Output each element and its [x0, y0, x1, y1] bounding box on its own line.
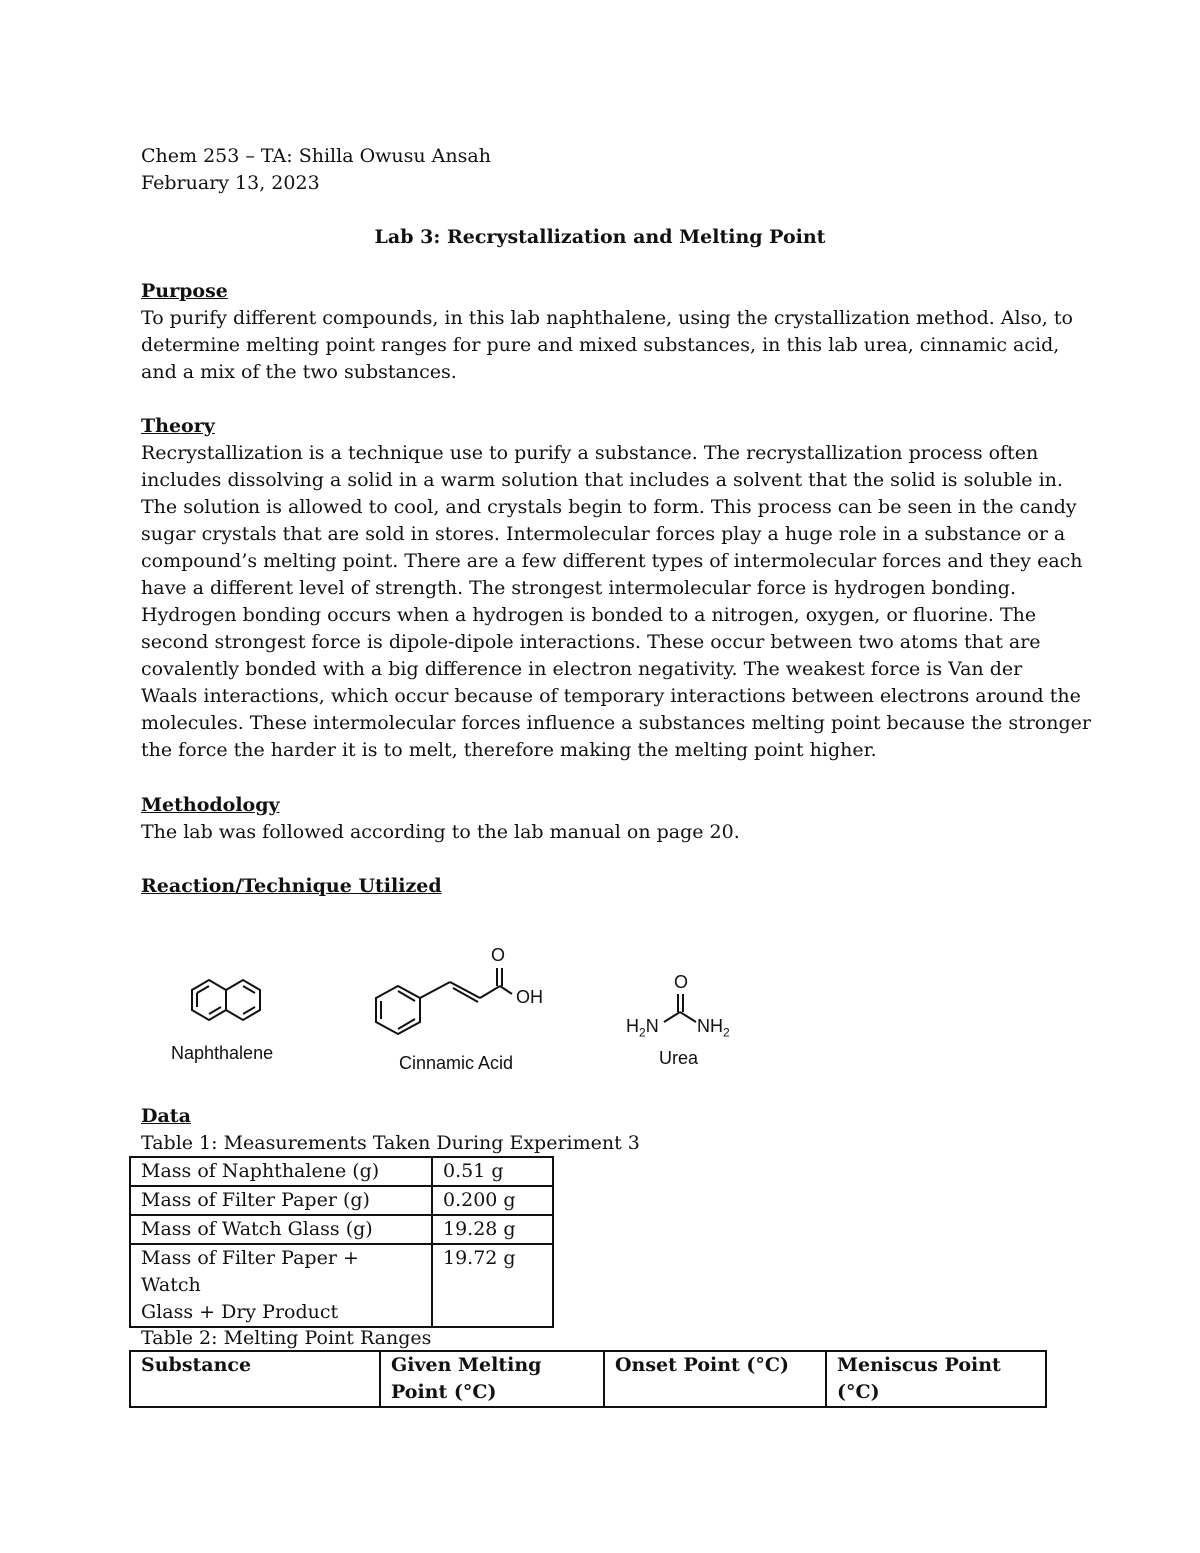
table-header-row	[130, 1351, 1046, 1407]
cinnamic-oxygen-label: O	[491, 945, 506, 965]
table-header-cell: Given Melting Point (°C)	[380, 1351, 604, 1407]
theory-line: includes dissolving a solid in a warm solution that includes a solvent that the solid is soluble in.	[141, 469, 1063, 491]
cinnamic-hydroxyl-label: OH	[516, 987, 543, 1007]
theory-line: sugar crystals that are sold in stores. Intermolecular forces play a huge role in a substance or a	[141, 523, 1066, 545]
table-header-cell: Substance	[130, 1351, 380, 1407]
naphthalene-structure	[160, 960, 300, 1040]
theory-line: molecules. These intermolecular forces influence a substances melting point because the stronger	[141, 712, 1091, 734]
theory-line: Hydrogen bonding occurs when a hydrogen is bonded to a nitrogen, oxygen, or fluorine. The	[141, 604, 1037, 626]
theory-line: compound’s melting point. There are a few different types of intermolecular forces and they each	[141, 550, 1083, 572]
purpose-line: determine melting point ranges for pure and mixed substances, in this lab urea, cinnamic acid,	[141, 334, 1060, 356]
reaction-heading: Reaction/Technique Utilized	[141, 875, 442, 897]
table-cell: Mass of Filter Paper (g)	[130, 1186, 432, 1215]
table1-caption: Table 1: Measurements Taken During Experiment 3	[141, 1132, 640, 1154]
theory-line: the force the harder it is to melt, therefore making the melting point higher.	[141, 739, 877, 761]
course-line: Chem 253 – TA: Shilla Owusu Ansah	[141, 145, 491, 167]
table-row	[130, 1157, 553, 1186]
theory-line: Recrystallization is a technique use to purify a substance. The recrystallization process often	[141, 442, 1039, 464]
urea-oxygen-label: O	[674, 972, 689, 992]
table-cell: 0.200 g	[432, 1186, 553, 1215]
table-row	[130, 1215, 553, 1244]
table-header-cell: Onset Point (°C)	[604, 1351, 826, 1407]
urea-nh2-label: $NH_2$	[697, 1016, 730, 1040]
table-cell: Mass of Naphthalene (g)	[130, 1157, 432, 1186]
table2-caption: Table 2: Melting Point Ranges	[141, 1327, 432, 1349]
table-cell: 19.28 g	[432, 1215, 553, 1244]
melting-point-table	[129, 1350, 1047, 1408]
table-row	[130, 1186, 553, 1215]
table-cell: 0.51 g	[432, 1157, 553, 1186]
purpose-line: and a mix of the two substances.	[141, 361, 457, 383]
data-heading: Data	[141, 1105, 191, 1127]
theory-heading: Theory	[141, 415, 215, 437]
purpose-line: To purify different compounds, in this lab naphthalene, using the crystallization method. Also, to	[141, 307, 1073, 329]
theory-line: Waals interactions, which occur because of temporary interactions between electrons around the	[141, 685, 1081, 707]
naphthalene-label: Naphthalene	[171, 1043, 274, 1063]
theory-line: The solution is allowed to cool, and crystals begin to form. This process can be seen in the candy	[141, 496, 1077, 518]
methodology-text: The lab was followed according to the lab manual on page 20.	[141, 821, 740, 843]
theory-line: second strongest force is dipole-dipole interactions. These occur between two atoms that are	[141, 631, 1041, 653]
table-cell: Mass of Watch Glass (g)	[130, 1215, 432, 1244]
measurements-table	[129, 1156, 554, 1328]
urea-label: Urea	[659, 1048, 699, 1068]
table-header-cell: Meniscus Point (°C)	[826, 1351, 1046, 1407]
cinnamic-acid-label: Cinnamic Acid	[399, 1053, 514, 1073]
date-line: February 13, 2023	[141, 172, 320, 194]
theory-line: have a different level of strength. The strongest intermolecular force is hydrogen bonding.	[141, 577, 1016, 599]
table-row	[130, 1244, 553, 1327]
urea-h2n-label: $H_2N$	[626, 1016, 659, 1040]
table-cell: 19.72 g	[432, 1244, 553, 1327]
methodology-heading: Methodology	[141, 794, 280, 816]
theory-line: covalently bonded with a big difference in electron negativity. The weakest force is Van der	[141, 658, 1023, 680]
table-cell: Mass of Filter Paper + Watch Glass + Dry Product	[130, 1244, 432, 1327]
document-title: Lab 3: Recrystallization and Melting Point	[374, 226, 826, 248]
purpose-heading: Purpose	[141, 280, 228, 302]
